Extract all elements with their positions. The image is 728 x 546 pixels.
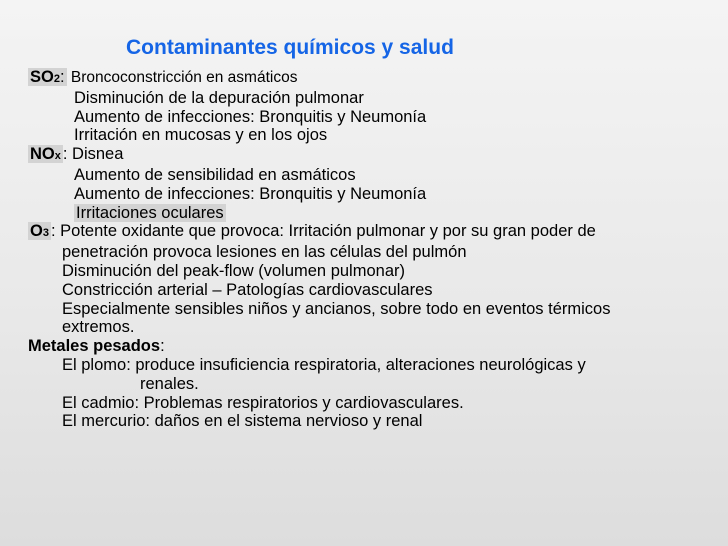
metales-mercurio: El mercurio: daños en el sistema nervioso y renal [62,412,423,431]
nox-item-2: Aumento de infecciones: Bronquitis y Neumonía [74,184,427,203]
o3-first-effect-cont: penetración provoca lesiones en las células del pulmón [62,243,467,262]
so2-item-3: Irritación en mucosas y en los ojos [74,126,328,145]
metales-plomo-cont: renales. [140,374,199,393]
nox-heading-line: NOx : Disnea [30,145,124,164]
so2-first-effect: Broncoconstricción en asmáticos [66,69,298,86]
slide-content [28,68,708,431]
so2-item-1: Disminución de la depuración pulmonar [74,88,364,107]
o3-item-2: Constricción arterial – Patologías cardiovasculares [62,280,433,299]
nox-item-1: Aumento de sensibilidad en asmáticos [74,165,356,184]
so2-item-2: Aumento de infecciones: Bronquitis y Neumonía [74,107,427,126]
o3-heading-line: O3 : Potente oxidante que provoca: Irritación pulmonar y por su gran poder de [30,222,596,241]
metales-heading-line: Metales pesados: [28,337,165,356]
metales-plomo: El plomo: produce insuficiencia respiratoria, alteraciones neurológicas y [62,355,586,374]
nox-label: NOx [30,145,61,164]
so2-label: SO2: [30,68,65,86]
o3-item-3-cont: extremos. [62,318,135,337]
o3-label: O3 [30,222,49,241]
o3-item-3: Especialmente sensibles niños y ancianos, sobre todo en eventos térmicos [62,299,611,318]
nox-item-3: Irritaciones oculares [76,203,224,222]
o3-item-1: Disminución del peak-flow (volumen pulmonar) [62,261,405,280]
o3-first-effect: Potente oxidante que provoca: Irritación pulmonar y por su gran poder de [55,222,596,241]
so2-heading-line [28,68,708,89]
metales-label: Metales pesados [28,337,161,356]
nox-first-effect: Disnea [67,145,124,164]
metales-cadmio: El cadmio: Problemas respiratorios y cardiovasculares. [62,393,464,412]
slide-title: Contaminantes químicos y salud [126,36,454,59]
